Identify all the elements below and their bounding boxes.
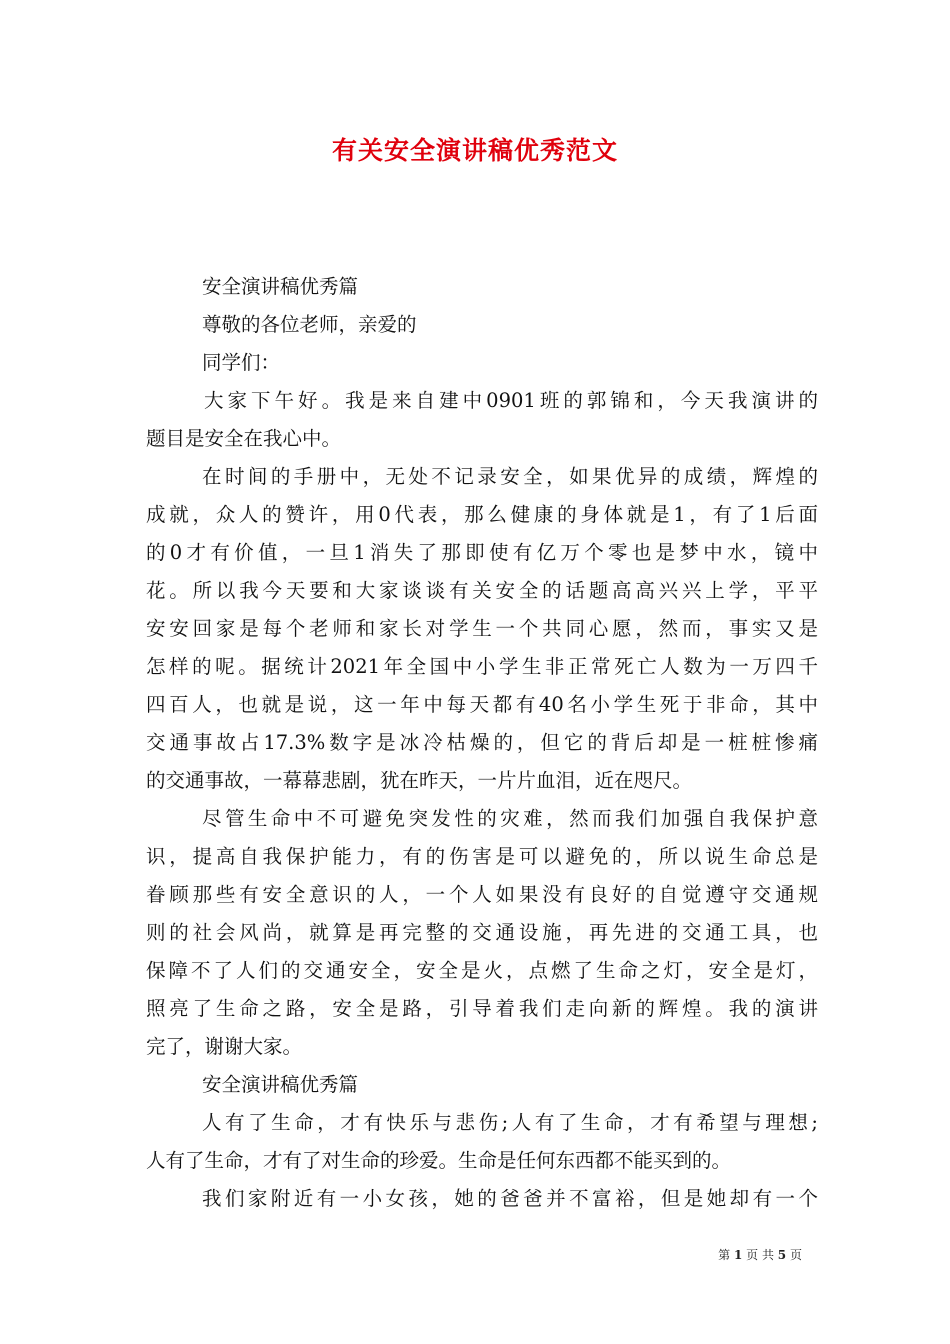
paragraph-line: 在时间的手册中，无处不记录安全，如果优异的成绩，辉煌的 (202, 465, 818, 488)
paragraph-line: 交通事故占17.3%数字是冰冷枯燥的，但它的背后却是一桩桩惨痛 (146, 731, 818, 754)
paragraph-line: 识，提高自我保护能力，有的伤害是可以避免的，所以说生命总是 (146, 845, 818, 868)
document-body (146, 268, 818, 1218)
paragraph-line: 成就，众人的赞许，用0代表，那么健康的身体就是1，有了1后面 (146, 503, 818, 526)
paragraph-line: 人有了生命，才有了对生命的珍爱。生命是任何东西都不能买到的。 (146, 1149, 732, 1172)
paragraph-line: 照亮了生命之路，安全是路，引导着我们走向新的辉煌。我的演讲 (146, 997, 818, 1020)
footer-current-page: 1 (733, 1248, 743, 1262)
document-title: 有关安全演讲稿优秀范文 (331, 136, 618, 165)
page-footer (0, 1247, 802, 1263)
paragraph-line: 我们家附近有一小女孩，她的爸爸并不富裕，但是她却有一个 (202, 1187, 818, 1210)
paragraph-line: 怎样的呢。据统计2021年全国中小学生非正常死亡人数为一万四千 (146, 655, 818, 678)
paragraph-line: 题目是安全在我心中。 (146, 427, 342, 450)
footer-middle: 页 共 (746, 1248, 774, 1262)
salutation-line: 同学们： (202, 351, 281, 374)
paragraph-line: 保障不了人们的交通安全，安全是火，点燃了生命之灯，安全是灯， (146, 959, 818, 982)
paragraph-line: 则的社会风尚，就算是再完整的交通设施，再先进的交通工具，也 (146, 921, 818, 944)
salutation-line: 尊敬的各位老师，亲爱的 (202, 313, 417, 336)
footer-total-pages: 5 (777, 1248, 787, 1262)
paragraph-line: 的交通事故，一幕幕悲剧，犹在昨天，一片片血泪，近在咫尺。 (146, 769, 693, 792)
paragraph-line: 的0才有价值，一旦1消失了那即使有亿万个零也是梦中水，镜中 (146, 541, 818, 564)
paragraph-line: 四百人，也就是说，这一年中每天都有40名小学生死于非命，其中 (146, 693, 818, 716)
paragraph-line: 眷顾那些有安全意识的人，一个人如果没有良好的自觉遵守交通规 (146, 883, 818, 906)
paragraph-line: 安安回家是每个老师和家长对学生一个共同心愿，然而，事实又是 (146, 617, 818, 640)
section-heading: 安全演讲稿优秀篇 (202, 1073, 359, 1096)
footer-suffix: 页 (789, 1248, 802, 1262)
paragraph-line: 大家下午好。我是来自建中0901班的郭锦和，今天我演讲的 (204, 389, 818, 412)
paragraph-line: 人有了生命，才有快乐与悲伤;人有了生命，才有希望与理想; (202, 1111, 818, 1134)
paragraph-line: 花。所以我今天要和大家谈谈有关安全的话题高高兴兴上学，平平 (146, 579, 818, 602)
footer-prefix: 第 (718, 1248, 731, 1262)
paragraph-line: 尽管生命中不可避免突发性的灾难，然而我们加强自我保护意 (202, 807, 818, 830)
paragraph-line: 完了，谢谢大家。 (146, 1035, 303, 1058)
section-heading: 安全演讲稿优秀篇 (202, 275, 359, 298)
